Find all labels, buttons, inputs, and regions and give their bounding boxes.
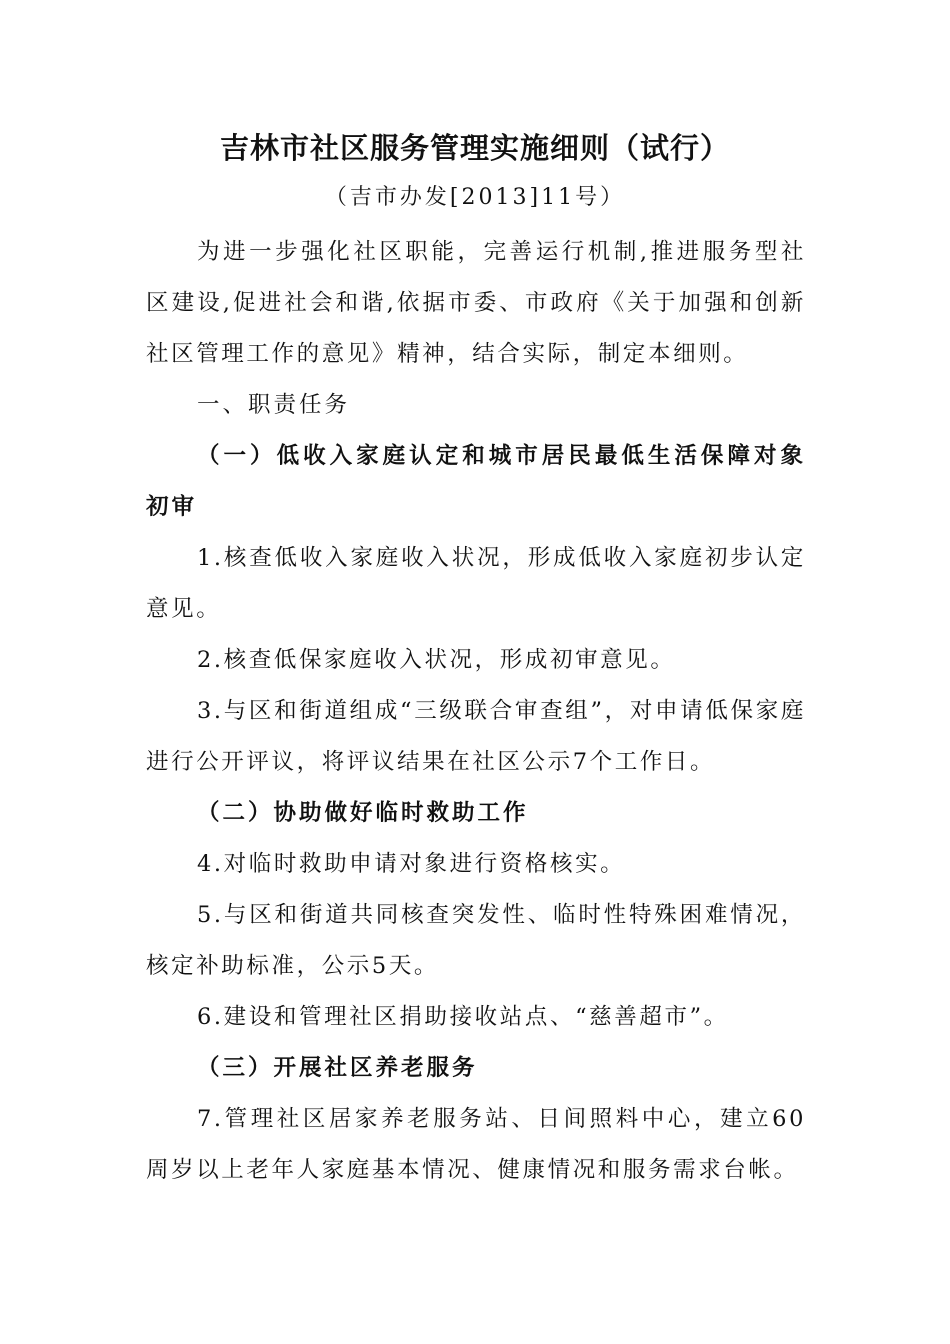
list-item-6: 6.建设和管理社区捐助接收站点、“慈善超市”。	[197, 1004, 729, 1030]
document-title: 吉林市社区服务管理实施细则（试行）	[219, 131, 730, 165]
section-heading-1: 一、职责任务	[197, 392, 351, 418]
list-item-4: 4.对临时救助申请对象进行资格核实。	[197, 851, 626, 877]
list-item-2: 2.核查低保家庭收入状况，形成初审意见。	[197, 647, 676, 673]
list-item-1: 1.核查低收入家庭收入状况，形成低收入家庭初步认定意见。	[146, 545, 806, 622]
list-item-5: 5.与区和街道共同核查突发性、临时性特殊困难情况，核定补助标准，公示5天。	[146, 902, 806, 979]
intro-paragraph: 为进一步强化社区职能，完善运行机制,推进服务型社区建设,促进社会和谐,依据市委、市政府《关于加强和创新社区管理工作的意见》精神，结合实际，制定本细则。	[146, 239, 806, 367]
subsection-heading-2: （二）协助做好临时救助工作	[197, 800, 529, 826]
document-number: （吉市办发[2013]11号）	[324, 185, 626, 210]
document-body	[146, 227, 806, 1196]
list-item-3: 3.与区和街道组成“三级联合审查组”，对申请低保家庭进行公开评议，将评议结果在社区公示7个工作日。	[146, 698, 806, 775]
subsection-heading-1: （一）低收入家庭认定和城市居民最低生活保障对象初审	[146, 443, 806, 520]
subsection-heading-3: （三）开展社区养老服务	[197, 1055, 478, 1081]
list-item-7: 7.管理社区居家养老服务站、日间照料中心，建立60周岁以上老年人家庭基本情况、健康情况和服务需求台帐。	[146, 1106, 806, 1183]
